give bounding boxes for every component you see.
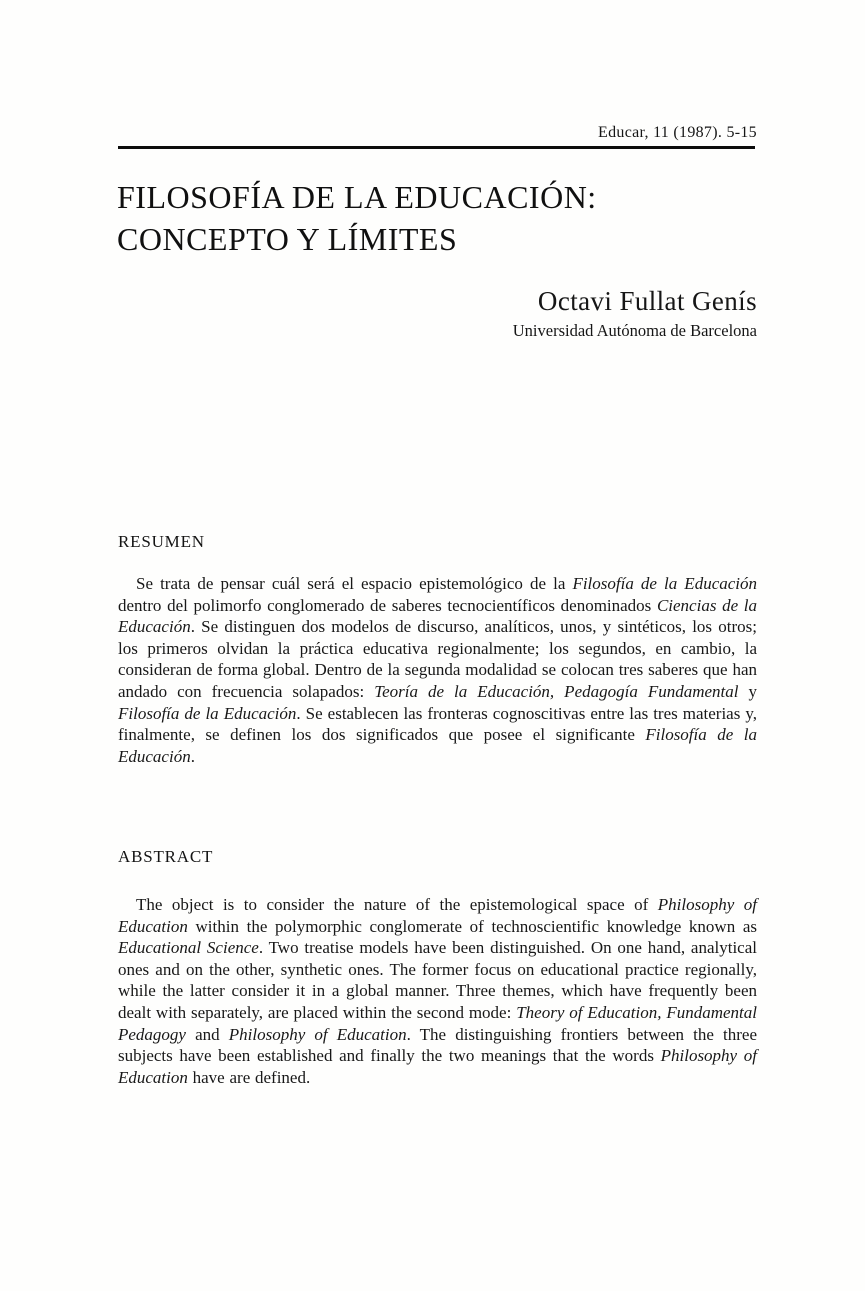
author-affiliation: Universidad Autónoma de Barcelona (512, 321, 757, 340)
abstract-paragraph: The object is to consider the nature of the epistemological space of Philosophy of Education within the polymorphic conglomerate of technoscientific knowledge known as Educational Science. Two treatise models have been distinguished. On one hand, analytical ones and on the other, synthetic ones. The former focus on educational practice regionally, while the latter consider it in a global manner. Three themes, which have frequently been dealt with separately, are placed within the second mode: Theory of Education, Fundamental Pedagogy and Philosophy of Education. The distinguishing frontiers between the three subjects have been established and finally the two meanings that the words Philosophy of Education have are defined. (118, 895, 758, 1087)
journal-citation: Educar, 11 (1987). 5-15 (598, 124, 757, 141)
resumen-paragraph: Se trata de pensar cuál será el espacio epistemológico de la Filosofía de la Educación dentro del polimorfo conglomerado de saberes tecnocientíficos denominados Ciencias de la Educación. Se distinguen dos modelos de discurso, analíticos, unos, y sintéticos, los otros; los primeros olvidan la práctica educativa regionalmente; los segundos, en cambio, la consideran de forma global. Dentro de la segunda modalidad se colocan tres saberes que han andado con frecuencia solapados: Teoría de la Educación, Pedagogía Fundamental y Filosofía de la Educación. Se establecen las fronteras cognoscitivas entre las tres materias y, finalmente, se definen los dos significados que posee el significante Filosofía de la Educación. (118, 574, 758, 766)
author-block (118, 286, 757, 340)
author-name: Octavi Fullat Genís (537, 286, 757, 316)
article-title-line2: CONCEPTO Y LÍMITES (117, 221, 458, 257)
article-title (117, 176, 777, 260)
header-rule (118, 146, 755, 149)
article-title-line1: FILOSOFÍA DE LA EDUCACIÓN: (117, 179, 597, 215)
abstract-heading: ABSTRACT (118, 847, 214, 866)
resumen-heading: RESUMEN (118, 532, 205, 551)
